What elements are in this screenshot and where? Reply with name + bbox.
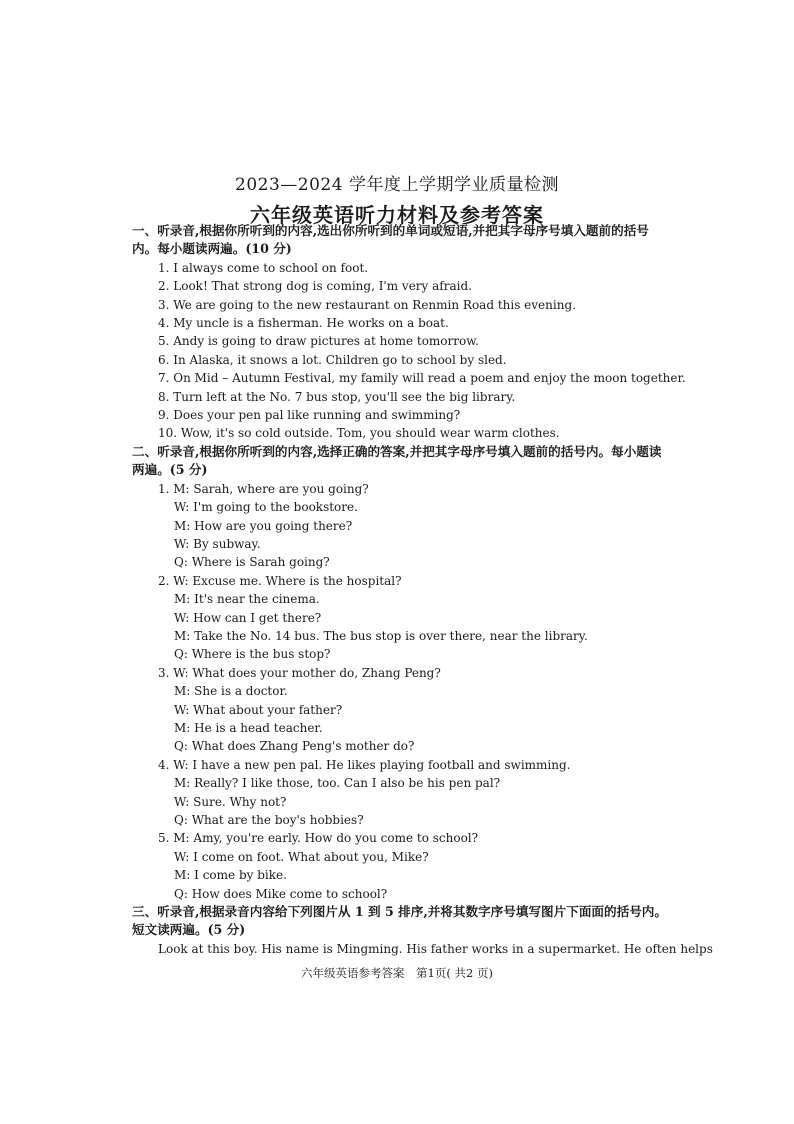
dialogue-5: [132, 829, 672, 903]
dialogue-line: W: I come on foot. What about you, Mike?: [174, 849, 429, 864]
exam-title: 2023—2024 学年度上学期学业质量检测: [235, 175, 559, 195]
dialogue-line: M: I come by bike.: [174, 868, 287, 883]
content-body: [132, 222, 713, 958]
list-item: 5. Andy is going to draw pictures at home tomorrow.: [158, 334, 479, 349]
dialogue-line: M: He is a head teacher.: [174, 720, 323, 735]
list-item: 3. We are going to the new restaurant on Renmin Road this evening.: [158, 297, 576, 312]
section-3-instruction: 三、听录音,根据录音内容给下列图片从 1 到 5 排序,并将其数字序号填写图片下面面的括号内。短文读两遍。(5 分): [132, 904, 667, 938]
list-item: 7. On Mid – Autumn Festival, my family will read a poem and enjoy the moon together.: [158, 371, 686, 386]
dialogue-line: 5. M: Amy, you're early. How do you come to school?: [158, 831, 479, 846]
dialogue-4: [132, 756, 672, 830]
dialogue-line: W: I'm going to the bookstore.: [174, 500, 358, 515]
dialogue-line: M: It's near the cinema.: [174, 592, 320, 607]
list-item: 6. In Alaska, it snows a lot. Children go to school by sled.: [158, 352, 507, 367]
list-item: 9. Does your pen pal like running and swimming?: [158, 408, 461, 423]
section-1-instruction: 一、听录音,根据你所听到的内容,选出你所听到的单词或短语,并把其字母序号填入题前的括号内。每小题读两遍。(10 分): [132, 223, 649, 257]
dialogue-line: W: How can I get there?: [174, 610, 322, 625]
list-item: 8. Turn left at the No. 7 bus stop, you'll see the big library.: [158, 389, 516, 404]
dialogue-line: 1. M: Sarah, where are you going?: [158, 481, 369, 496]
dialogue-question: Q: Where is the bus stop?: [174, 647, 331, 662]
dialogue-line: 4. W: I have a new pen pal. He likes playing football and swimming.: [158, 757, 571, 772]
list-item: 10. Wow, it's so cold outside. Tom, you should wear warm clothes.: [158, 426, 560, 441]
document-subtitle: 六年级英语听力材料及参考答案: [250, 203, 544, 227]
section-3-paragraph: Look at this boy. His name is Mingming. His father works in a supermarket. He often helps: [158, 941, 713, 956]
dialogue-line: W: By subway.: [174, 536, 261, 551]
dialogue-question: Q: What are the boy's hobbies?: [174, 813, 364, 827]
dialogue-line: M: Take the No. 14 bus. The bus stop is over there, near the library.: [174, 628, 588, 643]
dialogue-line: 3. W: What does your mother do, Zhang Peng?: [158, 665, 441, 680]
dialogue-1: [132, 480, 672, 572]
section-2-instruction: 二、听录音,根据你所听到的内容,选择正确的答案,并把其字母序号填入题前的括号内。每小题读两遍。(5 分): [132, 443, 662, 478]
section-1-items: [132, 259, 686, 443]
dialogue-line: M: How are you going there?: [174, 518, 353, 533]
page-footer: 六年级英语参考答案 第1页( 共2 页): [301, 966, 493, 980]
dialogue-line: 2. W: Excuse me. Where is the hospital?: [158, 573, 402, 588]
dialogue-line: M: She is a doctor.: [174, 684, 288, 699]
list-item: 2. Look! That strong dog is coming, I'm very afraid.: [158, 279, 472, 294]
dialogue-2: [132, 572, 672, 664]
dialogue-question: Q: What does Zhang Peng's mother do?: [174, 739, 415, 754]
dialogue-line: M: Really? I like those, too. Can I also be his pen pal?: [174, 776, 501, 791]
list-item: 4. My uncle is a fisherman. He works on a boat.: [158, 316, 449, 331]
dialogue-line: W: What about your father?: [174, 702, 343, 717]
list-item: 1. I always come to school on foot.: [158, 260, 369, 275]
dialogue-3: [132, 664, 672, 756]
dialogue-question: Q: Where is Sarah going?: [174, 555, 330, 570]
dialogue-question: Q: How does Mike come to school?: [174, 886, 388, 901]
dialogue-line: W: Sure. Why not?: [174, 794, 287, 809]
